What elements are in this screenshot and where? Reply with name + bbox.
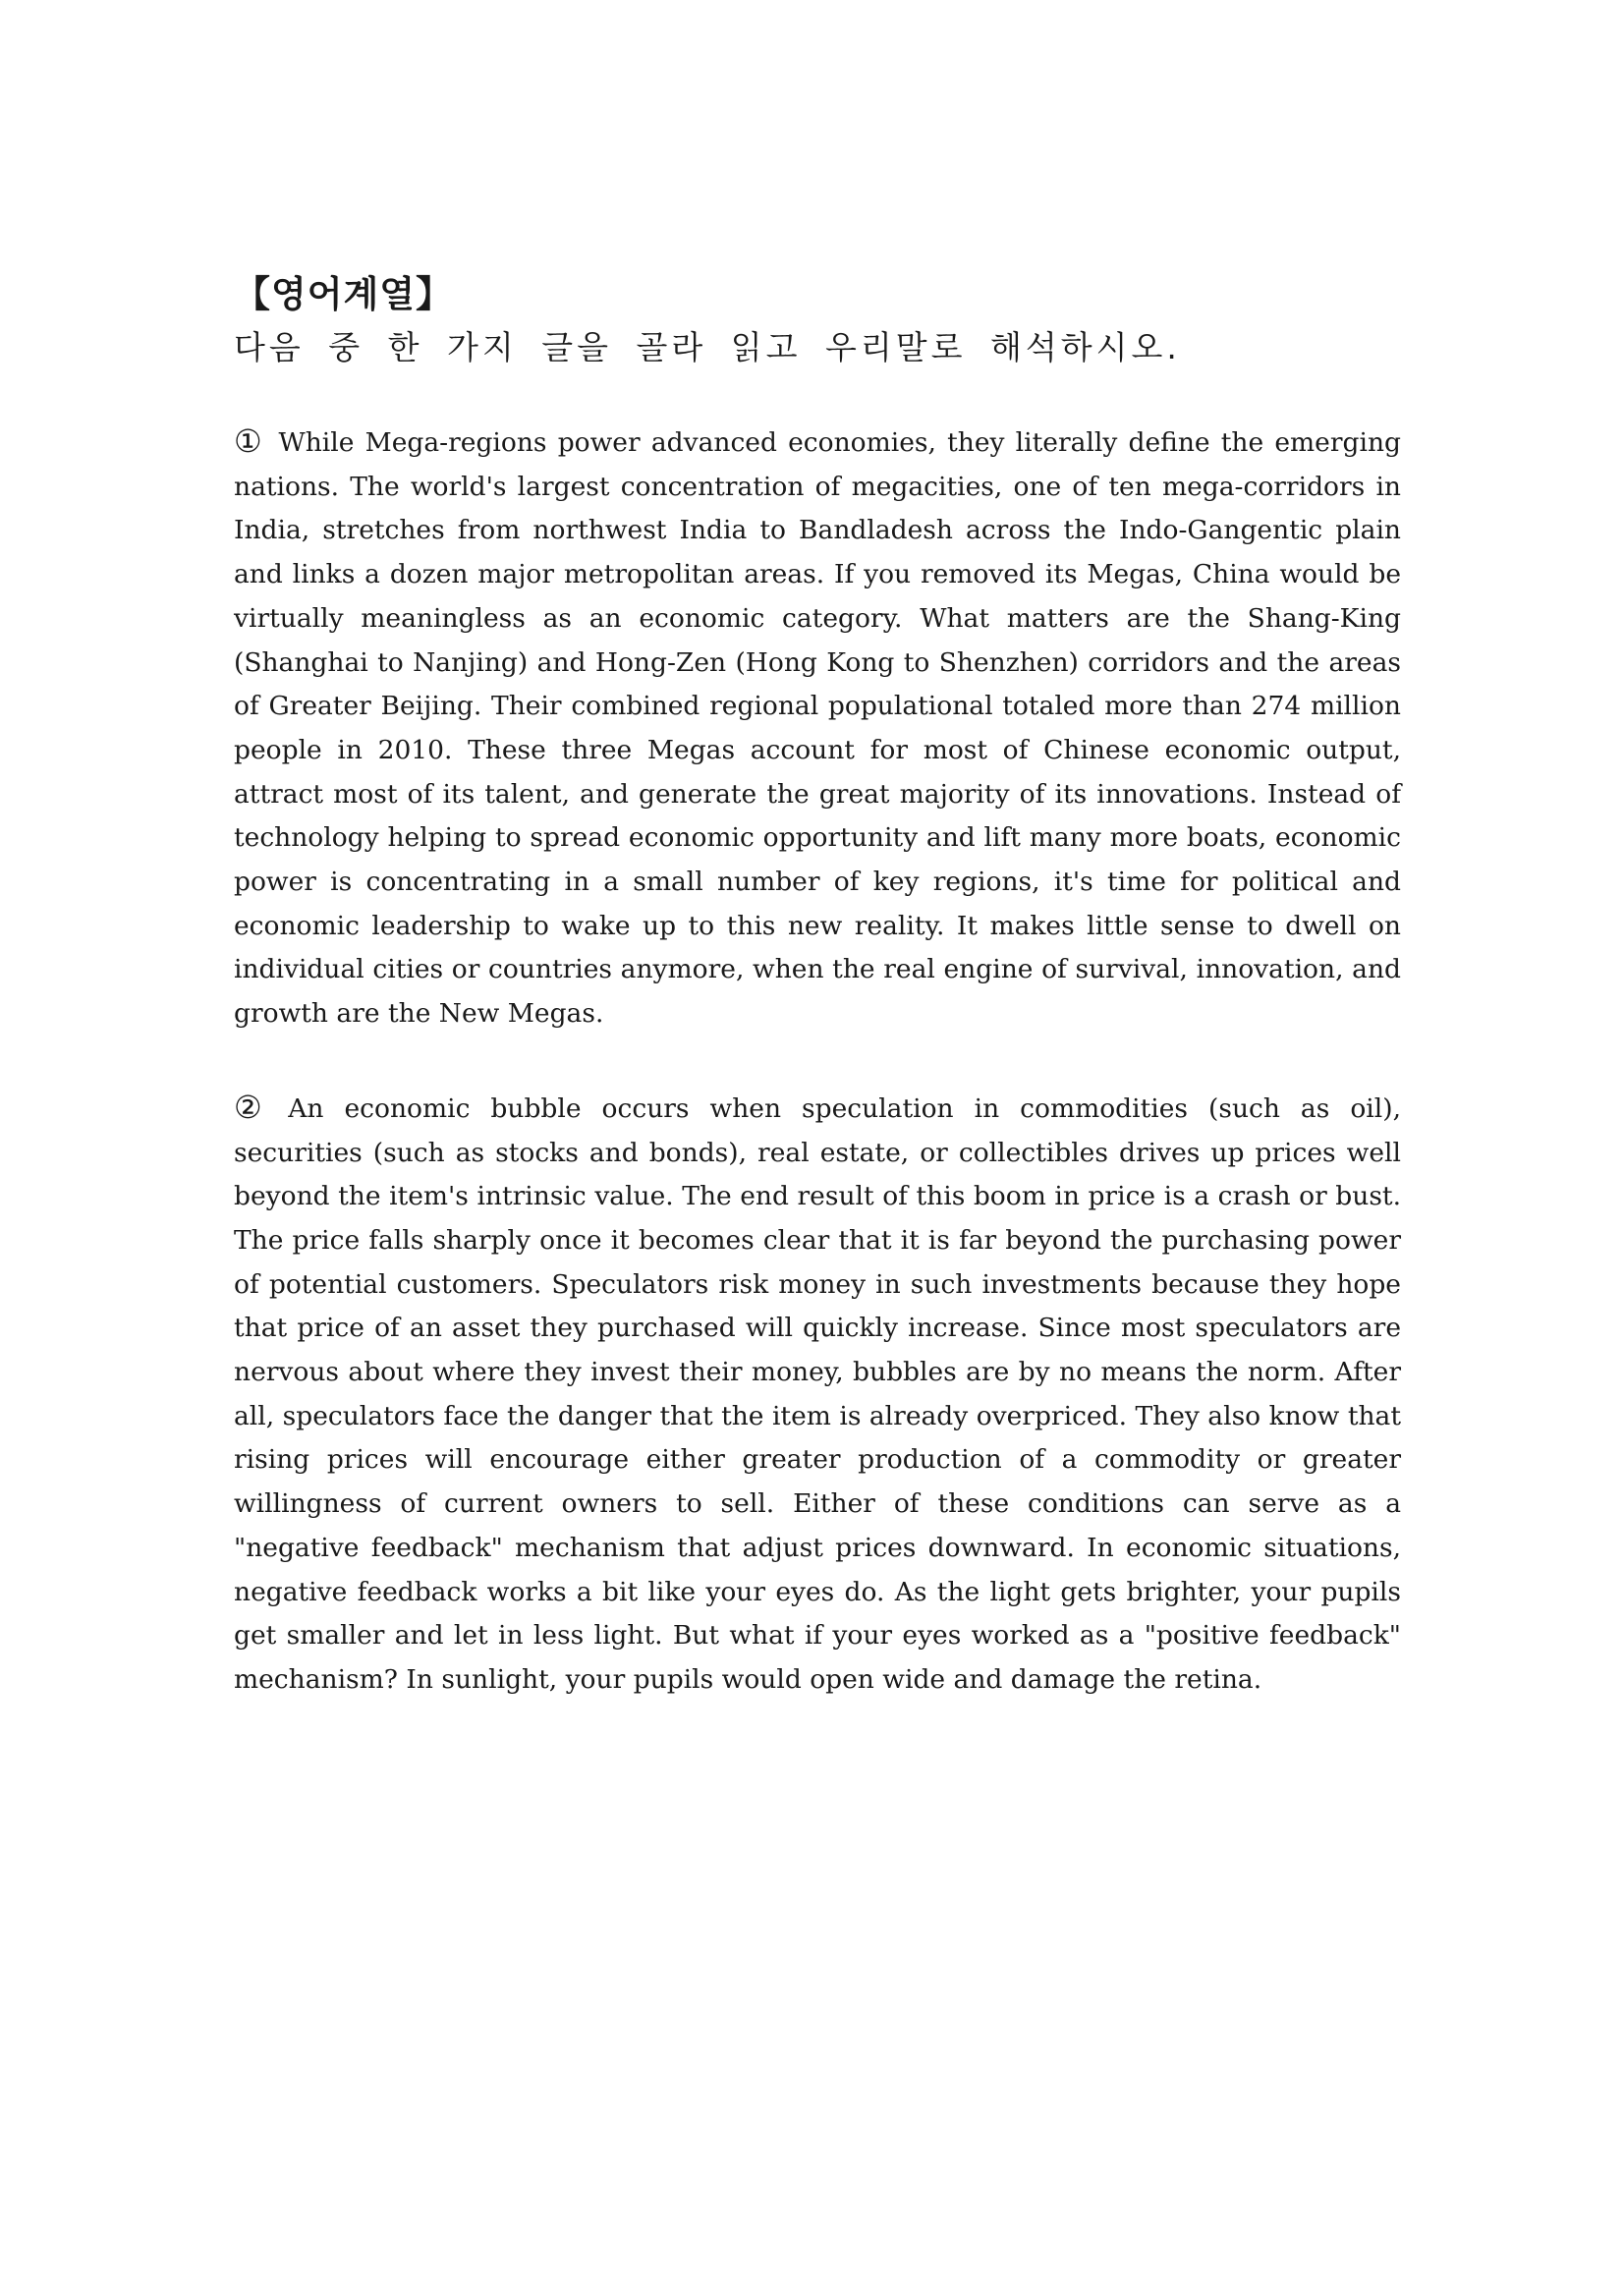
passage-2-marker: ②	[234, 1088, 275, 1126]
passage-1-marker: ①	[234, 422, 265, 460]
document-page	[234, 270, 1401, 1703]
passage-2-text: An economic bubble occurs when speculation in commodities (such as oil), securities (such as stocks and bonds), real estate, or collectibles drives up prices well beyond the item's intrinsic value. The end result of this boom in price is a crash or bust. The price falls sharply once it becomes clear that it is far beyond the purchasing power of potential customers. Speculators risk money in such investments because they hope that price of an asset they purchased will quickly increase. Since most speculators are nervous about where they invest their money, bubbles are by no means the norm. After all, speculators face the danger that the item is already overpriced. They also know that rising prices will encourage either greater production of a commodity or greater willingness of current owners to sell. Either of these conditions can serve as a "negative feedback" mechanism that adjust prices downward. In economic situations, negative feedback works a bit like your eyes do. As the light gets brighter, your pupils get smaller and let in less light. But what if your eyes worked as a "positive feedback" mechanism? In sunlight, your pupils would open wide and damage the retina.	[234, 1092, 1401, 1695]
passage-1	[234, 420, 1401, 1036]
instruction-text: 다음 중 한 가지 글을 골라 읽고 우리말로 해석하시오.	[234, 328, 1181, 366]
passage-1-text: While Mega-regions power advanced economies, they literally define the emerging nations. The world's largest concentration of megacities, one of ten mega-corridors in India, stretches from northwest India to Bandladesh across the Indo-Gangentic plain and links a dozen major metropolitan areas. If you removed its Megas, China would be virtually meaningless as an economic category. What matters are the Shang-King (Shanghai to Nanjing) and Hong-Zen (Hong Kong to Shenzhen) corridors and the areas of Greater Beijing. Their combined regional populational totaled more than 274 million people in 2010. These three Megas account for most of Chinese economic output, attract most of its talent, and generate the great majority of its innovations. Instead of technology helping to spread economic opportunity and lift many more boats, economic power is concentrating in a small number of key regions, it's time for political and economic leadership to wake up to this new reality. It makes little sense to dwell on individual cities or countries anymore, when the real engine of survival, innovation, and growth are the New Megas.	[234, 427, 1401, 1030]
section-heading: 【영어계열】	[234, 273, 453, 315]
passage-2	[234, 1086, 1401, 1703]
